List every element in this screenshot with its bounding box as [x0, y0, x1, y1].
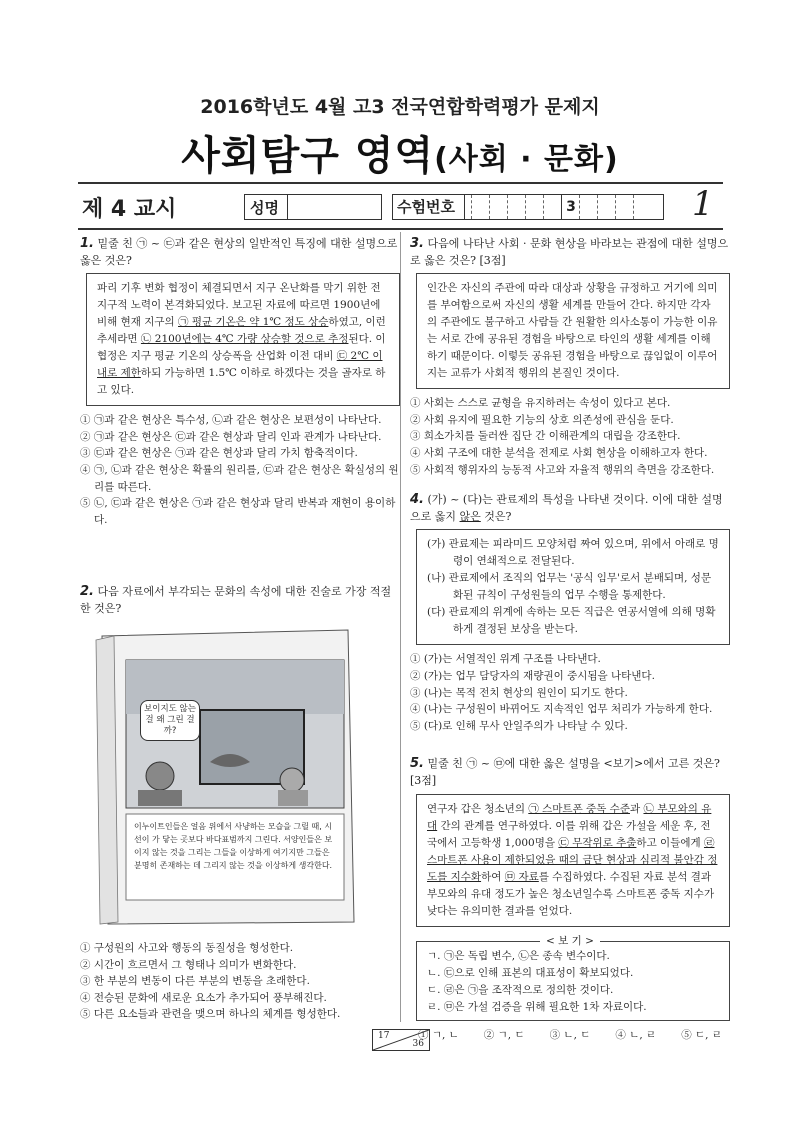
option[interactable]: ① ㄱ, ㄴ	[418, 1029, 459, 1042]
underlined-text: ㉢ 2℃ 이내로 제한	[97, 350, 383, 380]
option[interactable]: ④ ㄴ, ㄹ	[615, 1029, 657, 1042]
q4-item: (나) 관료제에서 조직의 업무는 '공식 임무'로서 분배되며, 성문화된 규칙이 구성원들의 업무 수행을 통제한다.	[427, 572, 712, 602]
option[interactable]: ① (가)는 서열적인 위계 구조를 나타낸다.	[410, 653, 601, 666]
option[interactable]: ③ 한 부분의 변동이 다른 부분의 변동을 초래한다.	[80, 975, 310, 988]
passage-text: 파리 기후 변화 협정이 체결되면서 지구 온난화를 막기 위한 전 지구적 노력이 본격화되었다. 보고된 자료에 따르면 1900년에 비해 현재 지구의	[97, 282, 381, 329]
option[interactable]: ⑤ 사회적 행위자의 능동적 사고와 자율적 행위의 측면을 강조한다.	[410, 463, 715, 476]
q3-options	[410, 395, 730, 478]
q2-options-area	[80, 940, 400, 1023]
question-number: 4.	[410, 492, 424, 508]
q4-options	[410, 651, 730, 734]
column-divider	[400, 232, 401, 1022]
option[interactable]: ⑤ ㄷ, ㄹ	[681, 1029, 722, 1042]
bogi-box	[416, 941, 730, 1021]
passage-text: 하되 가능하면 1.5℃ 이하로 하겠다는 것을 골자로 하고 있다.	[97, 367, 386, 397]
option[interactable]: ③ ㉢과 같은 현상은 ㉠과 같은 현상과 달리 가치 함축적이다.	[80, 447, 358, 460]
underlined-text: ㉢ 무작위로 추출	[558, 836, 637, 849]
bogi-item: ㄴ. ㉢으로 인해 표본의 대표성이 확보되었다.	[427, 967, 634, 980]
option[interactable]: ④ 전승된 문화에 새로운 요소가 추가되어 풍부해진다.	[80, 991, 327, 1004]
subject-sub: (사회 · 문화)	[434, 142, 619, 177]
underlined-text: ㉡ 2100년에는 4℃ 가량 상승할 것으로 추정	[140, 333, 349, 346]
exam-number-cell: 3	[561, 195, 580, 219]
bogi-item: ㄷ. ㉣은 ㉠을 조작적으로 정의한 것이다.	[427, 984, 614, 997]
question-5	[410, 756, 730, 789]
q5-options	[410, 1027, 730, 1044]
period-label: 제 4 교시	[82, 197, 177, 222]
underlined-text: ㉣ 스마트폰 사용이 제한되었을 때의 금단 현상과 심리적 불안감 정도를 지수화	[427, 836, 718, 883]
q3-passage-box: 인간은 자신의 주관에 따라 대상과 상황을 규정하고 거기에 의미를 부여함으로써 자신의 생활 세계를 만들어 간다. 하지만 각자의 주관에도 불구하고 사람들 간 원활한 의사소통이 가능한 이유는 서로 간에 공유된 경험을 바탕으로 타인의 생활 세계를 이해하기 때문이다. 이렇듯 공유된 경험을 바탕으로 끊임없이 이루어지는 교류가 사회적 행위의 본질인 것이다.	[416, 273, 730, 389]
comic-svg	[92, 626, 358, 926]
exam-number-cell	[597, 195, 616, 219]
option[interactable]: ③ (나)는 목적 전치 현상의 원인이 되기도 한다.	[410, 686, 628, 699]
header-rule-bottom	[78, 228, 723, 230]
question-2	[80, 584, 400, 617]
q1-passage-box	[86, 273, 400, 406]
exam-number-cell	[543, 195, 562, 219]
passage-text: 간의 관계를 연구하였다. 이를 위해 갑은 가설을 세운 후, 전국에서 고등학생 1,000명을	[427, 819, 711, 849]
exam-title: 2016학년도 4월 고3 전국연합학력평가 문제지	[200, 96, 600, 118]
name-label: 성명	[244, 194, 288, 220]
option[interactable]: ③ ㄴ, ㄷ	[549, 1029, 591, 1042]
subject-main: 사회탐구 영역	[181, 133, 435, 179]
question-stem: 것은?	[484, 509, 512, 523]
question-stem: (가) ~ (다)는 관료제의 특성을 나타낸 것이다. 이에 대한 설명으로 옳지	[410, 493, 723, 523]
name-field[interactable]	[244, 194, 382, 220]
passage-text: 하였고, 이런 추세라면	[97, 316, 386, 346]
underlined-text: ㉡ 부모와의 유대	[427, 802, 712, 832]
option[interactable]: ② ㉠과 같은 현상은 ㉢과 같은 현상과 달리 인과 관계가 나타난다.	[80, 430, 382, 443]
option[interactable]: ② ㄱ, ㄷ	[483, 1029, 525, 1042]
option[interactable]: ① ㉠과 같은 현상은 특수성, ㉡과 같은 현상은 보편성이 나타난다.	[80, 414, 382, 427]
option[interactable]: ⑤ 다른 요소들과 관련을 맺으며 하나의 체계를 형성한다.	[80, 1008, 341, 1021]
option[interactable]: ① 사회는 스스로 균형을 유지하려는 속성이 있다고 본다.	[410, 397, 671, 410]
question-number: 3.	[410, 236, 424, 251]
speech-bubble: 보이지도 않는 걸 왜 그린 걸까?	[140, 700, 200, 741]
comic-illustration	[92, 626, 358, 926]
question-stem: 다음에 나타난 사회 · 문화 현상을 바라보는 관점에 대한 설명으로 옳은 것은? [3점]	[410, 237, 729, 267]
bogi-item: ㄹ. ㉤은 가설 검증을 위해 필요한 1차 자료이다.	[427, 1001, 647, 1014]
question-3	[410, 236, 730, 269]
passage-text: 된다. 이 협정은 지구 평균 기온의 상승폭을 산업화 이전 대비	[97, 333, 386, 363]
option[interactable]: ⑤ ㉡, ㉢과 같은 현상은 ㉠과 같은 현상과 달리 반복과 재현이 용이하다.	[80, 497, 396, 526]
page-number: 1	[692, 184, 714, 224]
exam-number-cell	[615, 195, 634, 219]
option[interactable]: ③ 희소가치를 둘러싼 집단 간 이해관계의 대립을 강조한다.	[410, 430, 681, 443]
right-column	[410, 236, 730, 1044]
bogi-title-text: < 보 기 >	[540, 935, 600, 947]
question-number: 1.	[80, 236, 94, 251]
exam-number-cell	[471, 195, 490, 219]
q4-item: (가) 관료제는 피라미드 모양처럼 짜여 있으며, 위에서 아래로 명령이 연쇄적으로 전달된다.	[427, 538, 719, 568]
exam-number-field[interactable]	[392, 194, 664, 220]
header-rule-top	[78, 182, 723, 184]
exam-number-cell	[507, 195, 526, 219]
question-1	[80, 236, 400, 269]
subject-title	[0, 124, 800, 181]
option[interactable]: ② 시간이 흐르면서 그 형태나 의미가 변화한다.	[80, 958, 297, 971]
exam-number-cell	[633, 195, 652, 219]
total-pages: 36	[412, 1039, 424, 1049]
question-number: 2.	[80, 584, 94, 600]
passage-text: 과	[629, 802, 641, 815]
q5-passage-box	[416, 794, 730, 927]
option[interactable]: ② (가)는 업무 담당자의 재량권이 중시됨을 나타낸다.	[410, 669, 655, 682]
option[interactable]: ② 사회 유지에 필요한 기능의 상호 의존성에 관심을 둔다.	[410, 413, 674, 426]
exam-number-cell	[489, 195, 508, 219]
question-stem: 밑줄 친 ㉠ ~ ㉤에 대한 옳은 설명을 <보기>에서 고른 것은? [3점]	[410, 757, 720, 787]
option[interactable]: ⑤ (다)로 인해 무사 안일주의가 나타날 수 있다.	[410, 719, 628, 732]
question-stem-underlined: 않은	[459, 509, 481, 523]
q1-options	[80, 412, 400, 528]
question-4	[410, 492, 730, 525]
question-number: 5.	[410, 756, 424, 772]
passage-text: 하고 이들에게	[636, 836, 701, 849]
current-page: 17	[378, 1031, 390, 1041]
q4-items-box	[416, 529, 730, 645]
question-stem: 다음 자료에서 부각되는 문화의 속성에 대한 진술로 가장 적절한 것은?	[80, 585, 392, 615]
exam-number-label: 수험번호	[393, 195, 465, 219]
option[interactable]: ① 구성원의 사고와 행동의 동질성을 형성한다.	[80, 942, 294, 954]
q2-options	[80, 940, 400, 1023]
option[interactable]: ④ (나)는 구성원이 바뀌어도 지속적인 업무 처리가 가능하게 한다.	[410, 703, 713, 716]
exam-number-cell	[525, 195, 544, 219]
underlined-text: ㉠ 스마트폰 중독 수준	[528, 802, 630, 815]
passage-text: 를 수집하였다. 수집된 자료 분석 결과 부모와의 유대 정도가 높은 청소년일수록 스마트폰 중독 지수가 낮다는 유의미한 결과를 얻었다.	[427, 870, 715, 917]
left-column	[80, 236, 400, 618]
bogi-item: ㄱ. ㉠은 독립 변수, ㉡은 종속 변수이다.	[427, 950, 610, 963]
q4-item: (다) 관료제의 위계에 속하는 모든 직급은 연공서열에 의해 명확하게 결정된 보상을 받는다.	[427, 606, 716, 636]
underlined-text: ㉠ 평균 기온은 약 1℃ 정도 상승	[178, 316, 329, 329]
question-stem: 밑줄 친 ㉠ ~ ㉢과 같은 현상의 일반적인 특징에 대한 설명으로 옳은 것은?	[80, 237, 398, 267]
option[interactable]: ④ ㉠, ㉡과 같은 현상은 확률의 원리를, ㉢과 같은 현상은 확실성의 원리를 따른다.	[80, 463, 399, 493]
underlined-text: ㉤ 자료	[504, 870, 539, 883]
option[interactable]: ④ 사회 구조에 대한 분석을 전제로 사회 현상을 이해하고자 한다.	[410, 446, 708, 459]
passage-text: 하여	[481, 870, 502, 883]
exam-number-cell	[579, 195, 598, 219]
comic-caption: 이누이트인들은 얼음 위에서 사냥하는 모습을 그릴 때, 시선이 가 닿는 곳보다 바다표범까지 그린다. 서양인들은 보이지 않는 것을 그리는 그들을 이상하게 여기지만 그들은 분명히 존재하는 데 그리지 않는 것을 이상하게 생각한다.	[134, 822, 333, 870]
passage-text: 연구자 갑은 청소년의	[427, 802, 525, 815]
page-counter	[372, 1029, 430, 1051]
